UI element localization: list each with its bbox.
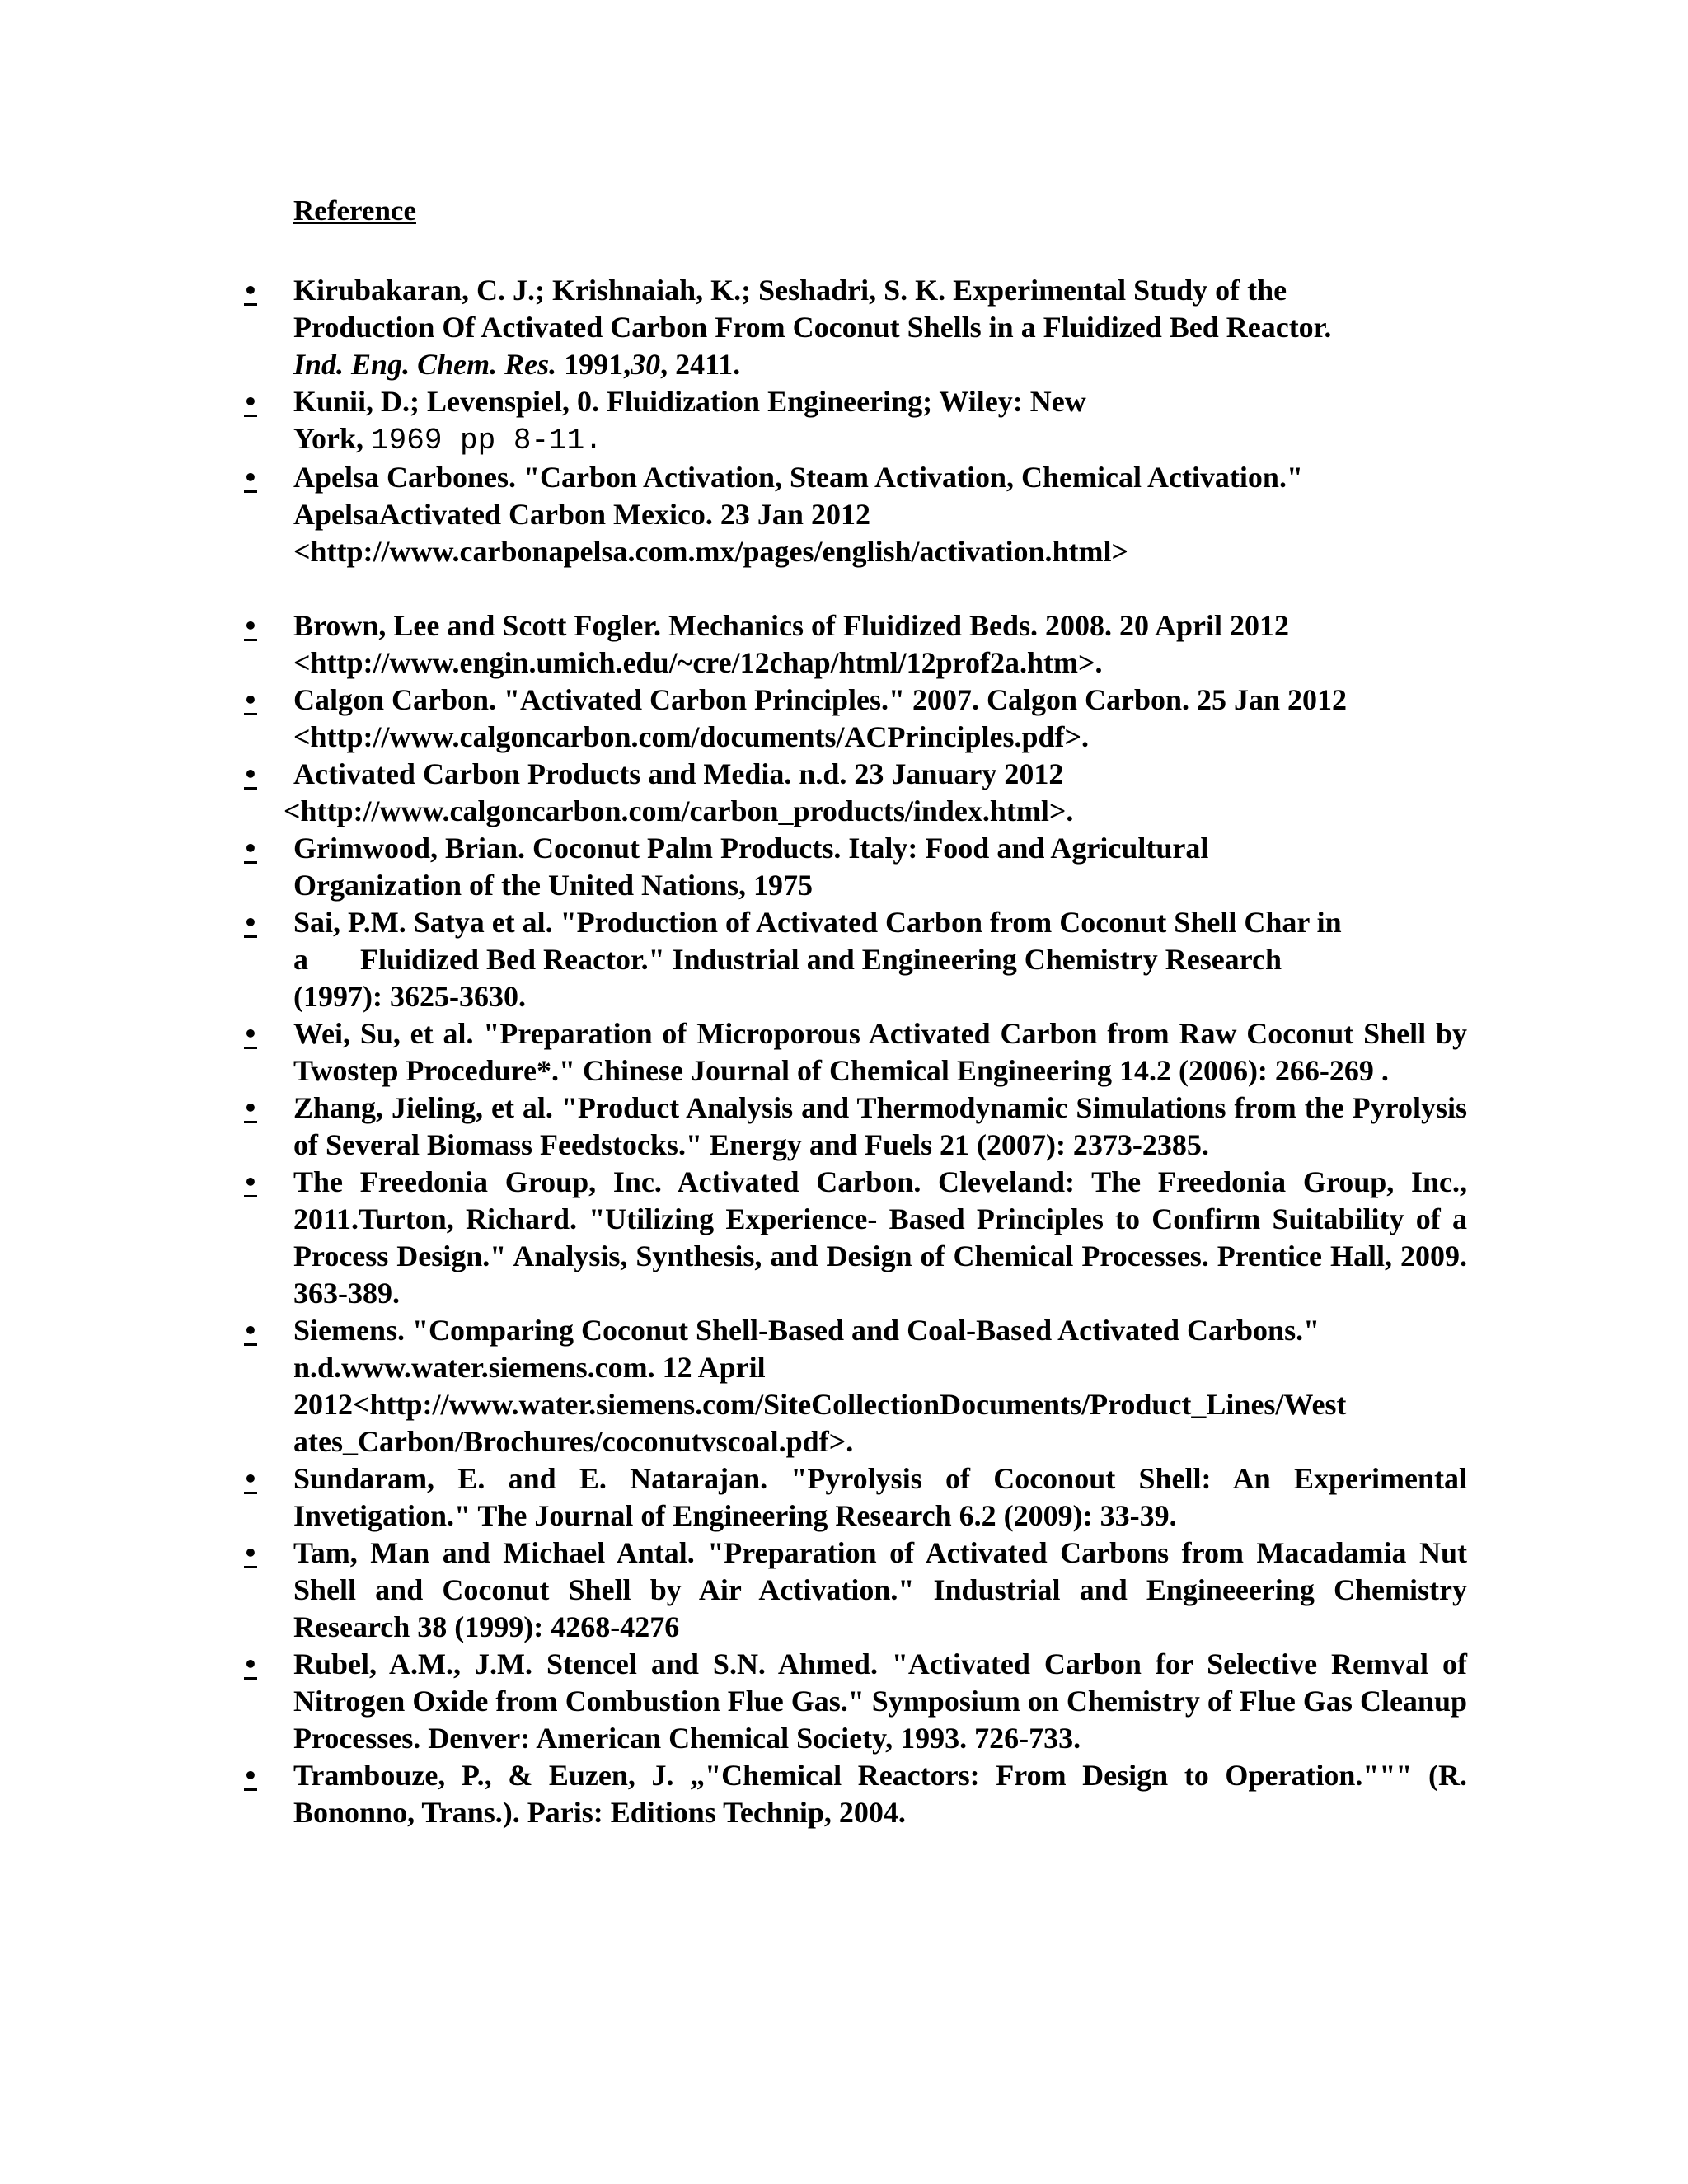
reference-text: Zhang, Jieling, et al. "Product Analysis and Thermodynamic Simulations from the Pyrolysis of Several Biomass Feedstocks." Energy and Fuels 21 (2007): 2373-2385. (293, 1091, 1467, 1161)
reference-text: The Freedonia Group, Inc. Activated Carbon. Cleveland: The Freedonia Group, Inc., 2011.Turton, Richard. "Utilizing Experience- Based Principles to Confirm Suitability of a Process Design." Analysis, Synthesis, and Design of Chemical Processes. Prentice Hall, 2009. 363-389. (293, 1165, 1467, 1310)
spacer (293, 570, 1467, 607)
reference-line: Calgon Carbon. "Activated Carbon Principles." 2007. Calgon Carbon. 25 Jan 2012 (293, 683, 1348, 716)
reference-line: Production Of Activated Carbon From Coconut Shells in a Fluidized Bed Reactor. (293, 311, 1332, 344)
reference-text: Trambouze, P., & Euzen, J. „"Chemical Reactors: From Design to Operation.""" (R. Bononno, Trans.). Paris: Editions Technip, 2004. (293, 1759, 1467, 1829)
reference-line: Apelsa Carbones. "Carbon Activation, Steam Activation, Chemical Activation." (293, 461, 1303, 494)
reference-line: Brown, Lee and Scott Fogler. Mechanics of Fluidized Beds. 2008. 20 April 2012 (293, 609, 1290, 642)
page-heading: Reference (293, 194, 416, 227)
reference-url: ates_Carbon/Brochures/coconutvscoal.pdf>. (293, 1425, 854, 1458)
reference-line: (1997): 3625-3630. (293, 980, 526, 1013)
bullet-icon: • (239, 1015, 262, 1052)
bullet-icon: • (239, 1164, 262, 1201)
reference-text: Sundaram, E. and E. Natarajan. "Pyrolysis of Coconout Shell: An Experimental Invetigation." The Journal of Engineering Research 6.2 (2009): 33-39. (293, 1462, 1467, 1532)
bullet-icon: • (239, 1757, 262, 1794)
journal-name: Ind. Eng. Chem. Res. (293, 348, 557, 381)
bullet-icon: • (239, 1312, 262, 1349)
reference-text-mono: 1969 pp 8-11. (371, 424, 603, 457)
reference-url: <http://www.calgoncarbon.com/carbon_products/index.html>. (284, 794, 1074, 827)
reference-item (239, 1164, 1467, 1312)
reference-item (239, 1460, 1467, 1535)
reference-item (239, 383, 1467, 459)
bullet-icon: • (239, 1646, 262, 1683)
reference-url: <http://www.engin.umich.edu/~cre/12chap/html/12prof2a.htm>. (293, 646, 1103, 679)
reference-text: Wei, Su, et al. "Preparation of Microporous Activated Carbon from Raw Coconut Shell by Twostep Procedure*." Chinese Journal of Chemical Engineering 14.2 (2006): 266-269 . (293, 1017, 1467, 1087)
bullet-icon: • (239, 1460, 262, 1497)
bullet-icon: • (239, 682, 262, 719)
bullet-icon: • (239, 607, 262, 644)
reference-line: Kirubakaran, C. J.; Krishnaiah, K.; Seshadri, S. K. Experimental Study of the (293, 274, 1287, 307)
reference-year: 1991, (556, 348, 631, 381)
reference-url: 2012<http://www.water.siemens.com/SiteCollectionDocuments/Product_Lines/West (293, 1388, 1347, 1421)
reference-item (239, 1015, 1467, 1090)
bullet-icon: • (239, 272, 262, 309)
reference-line: Activated Carbon Products and Media. n.d. 23 January 2012 (293, 757, 1064, 790)
bullet-icon: • (239, 383, 262, 420)
reference-item (239, 1757, 1467, 1831)
bullet-icon: • (239, 756, 262, 793)
reference-list (239, 272, 1467, 1831)
bullet-icon: • (239, 1090, 262, 1127)
bullet-icon: • (239, 904, 262, 941)
reference-line: n.d.www.water.siemens.com. 12 April (293, 1351, 766, 1384)
reference-item (239, 1535, 1467, 1646)
bullet-icon: • (239, 1535, 262, 1572)
reference-url: <http://www.calgoncarbon.com/documents/ACPrinciples.pdf>. (293, 720, 1090, 753)
reference-item (239, 607, 1467, 682)
reference-line: Grimwood, Brian. Coconut Palm Products. Italy: Food and Agricultural (293, 832, 1209, 865)
reference-item (239, 1646, 1467, 1757)
reference-item (239, 830, 1467, 904)
reference-item (239, 904, 1467, 1015)
reference-text: Rubel, A.M., J.M. Stencel and S.N. Ahmed. "Activated Carbon for Selective Remval of Nitrogen Oxide from Combustion Flue Gas." Symposium on Chemistry of Flue Gas Cleanup Processes. Denver: American Chemical Society, 1993. 726-733. (293, 1647, 1467, 1755)
reference-line: Sai, P.M. Satya et al. "Production of Activated Carbon from Coconut Shell Char in (293, 906, 1342, 939)
reference-line (293, 346, 1467, 383)
reference-item (239, 682, 1467, 756)
reference-line (293, 420, 1467, 459)
bullet-icon: • (239, 459, 262, 496)
reference-text: Tam, Man and Michael Antal. "Preparation of Activated Carbons from Macadamia Nut Shell and Coconut Shell by Air Activation." Industrial and Engineeering Chemistry Research 38 (1999): 4268-4276 (293, 1536, 1467, 1643)
reference-item (239, 756, 1467, 830)
bullet-icon: • (239, 830, 262, 867)
reference-item (239, 1312, 1467, 1460)
reference-item (239, 459, 1467, 607)
volume-number: 30 (631, 348, 661, 381)
reference-url: <http://www.carbonapelsa.com.mx/pages/english/activation.html> (293, 535, 1129, 568)
reference-pages: , 2411. (660, 348, 741, 381)
reference-item (239, 1090, 1467, 1164)
reference-line: ApelsaActivated Carbon Mexico. 23 Jan 2012 (293, 498, 870, 531)
reference-line: Siemens. "Comparing Coconut Shell-Based and Coal-Based Activated Carbons." (293, 1314, 1320, 1347)
reference-line: Kunii, D.; Levenspiel, 0. Fluidization Engineering; Wiley: New (293, 385, 1086, 418)
reference-item (239, 272, 1467, 383)
reference-line: Organization of the United Nations, 1975 (293, 869, 813, 902)
reference-line: a Fluidized Bed Reactor." Industrial and Engineering Chemistry Research (293, 943, 1282, 976)
reference-text: York, (293, 422, 372, 455)
